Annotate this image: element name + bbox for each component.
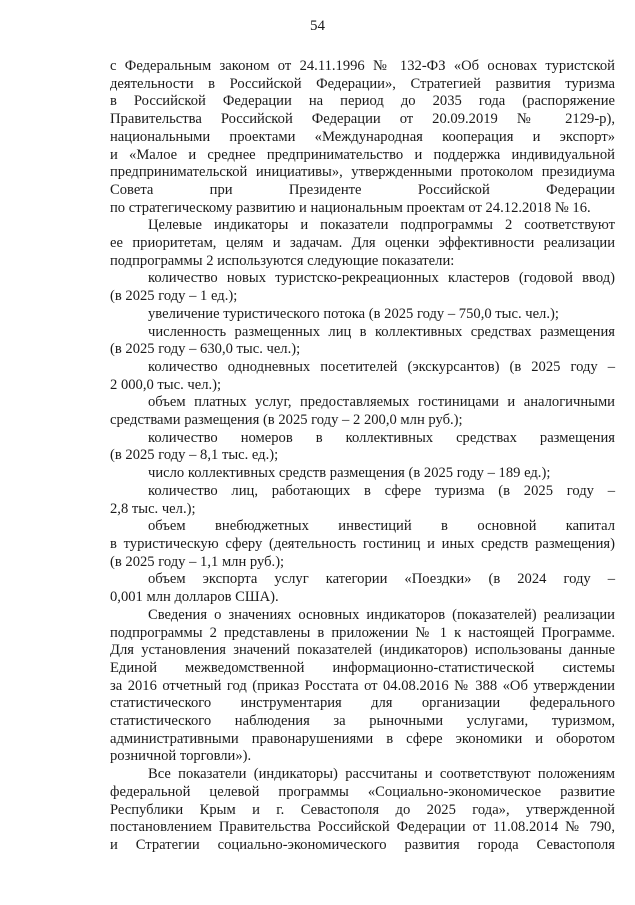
- text-line: Республики Крым и г. Севастополя до 2025 года», утвержденной: [110, 801, 615, 818]
- text-line: объем экспорта услуг категории «Поездки» (в 2024 году –: [148, 571, 615, 588]
- text-line: предпринимательской инициативы», утвержденными протоколом президиума: [110, 164, 615, 181]
- text-line: (в 2025 году – 8,1 тыс. ед.);: [110, 447, 279, 464]
- text-line: и «Малое и среднее предпринимательство и поддержка индивидуальной: [110, 146, 615, 163]
- paragraph: [110, 394, 615, 429]
- text-line: (в 2025 году – 1 ед.);: [110, 288, 238, 305]
- paragraph: [110, 465, 615, 483]
- text-line: 2,8 тыс. чел.);: [110, 500, 196, 517]
- text-line: Совета при Президенте Российской Федерации: [110, 181, 615, 198]
- text-line: за 2016 отчетный год (приказ Росстата от 04.08.2016 № 388 «Об утверждении: [110, 677, 615, 694]
- text-line: постановлением Правительства Российской Федерации от 11.08.2014 № 790,: [110, 819, 615, 836]
- text-line: Правительства Российской Федерации от 20.09.2019 № 2129-р),: [110, 111, 615, 128]
- paragraph: [110, 270, 615, 305]
- body-text: [110, 58, 615, 855]
- text-line: Все показатели (индикаторы) рассчитаны и соответствуют положениям: [148, 766, 615, 783]
- paragraph: [110, 766, 615, 855]
- text-line: розничной торговли»).: [110, 748, 252, 765]
- text-line: подпрограммы 2 представлены в приложении № 1 к настоящей Программе.: [110, 624, 615, 641]
- text-line: Единой межведомственной информационно-статистической системы: [110, 659, 615, 676]
- text-line: количество лиц, работающих в сфере туризма (в 2025 году –: [148, 482, 615, 499]
- paragraph: [110, 359, 615, 394]
- text-line: статистического наблюдения за рыночными услугами, туризмом,: [110, 713, 615, 730]
- text-line: увеличение туристического потока (в 2025 году – 750,0 тыс. чел.);: [148, 305, 559, 322]
- text-line: подпрограммы 2 используются следующие показатели:: [110, 252, 455, 269]
- text-line: объем платных услуг, предоставляемых гостиницами и аналогичными: [148, 394, 615, 411]
- text-line: национальными проектами «Международная кооперация и экспорт»: [110, 128, 615, 145]
- paragraph: [110, 306, 615, 324]
- paragraph: [110, 518, 615, 571]
- text-line: административными правонарушениями в сфере экономики и оборотом: [110, 730, 615, 747]
- page-number: 54: [310, 18, 325, 34]
- text-line: объем внебюджетных инвестиций в основной капитал: [148, 518, 615, 535]
- text-line: (в 2025 году – 1,1 млн руб.);: [110, 553, 285, 570]
- text-line: статистического инструментария для организации федерального: [110, 695, 615, 712]
- text-line: деятельности в Российской Федерации», Стратегией развития туризма: [110, 75, 615, 92]
- text-line: количество новых туристско-рекреационных кластеров (годовой ввод): [148, 270, 615, 287]
- paragraph: [110, 58, 615, 217]
- text-line: 2 000,0 тыс. чел.);: [110, 376, 222, 393]
- text-line: 0,001 млн долларов США).: [110, 589, 279, 606]
- text-line: федеральной целевой программы «Социально-экономическое развитие: [110, 783, 615, 800]
- text-line: Сведения о значениях основных индикаторов (показателей) реализации: [148, 606, 615, 623]
- text-line: Целевые индикаторы и показатели подпрограммы 2 соответствуют: [148, 217, 615, 234]
- paragraph: [110, 571, 615, 606]
- text-line: в Российской Федерации на период до 2035 года (распоряжение: [110, 93, 615, 110]
- text-line: число коллективных средств размещения (в 2025 году – 189 ед.);: [148, 465, 551, 482]
- text-line: количество однодневных посетителей (экскурсантов) (в 2025 году –: [148, 358, 615, 375]
- text-line: по стратегическому развитию и национальным проектам от 24.12.2018 № 16.: [110, 199, 591, 216]
- text-line: и Стратегии социально-экономического развития города Севастополя: [110, 836, 615, 853]
- paragraph: [110, 483, 615, 518]
- text-line: средствами размещения (в 2025 году – 2 200,0 млн руб.);: [110, 412, 463, 429]
- paragraph: [110, 430, 615, 465]
- paragraph: [110, 217, 615, 270]
- text-line: в туристическую сферу (деятельность гостиниц и иных средств размещения): [110, 535, 615, 552]
- paragraph: [110, 324, 615, 359]
- text-line: количество номеров в коллективных средствах размещения: [148, 429, 615, 446]
- text-line: с Федеральным законом от 24.11.1996 № 132-ФЗ «Об основах туристской: [110, 58, 615, 74]
- text-line: численность размещенных лиц в коллективных средствах размещения: [148, 323, 615, 340]
- paragraph: [110, 607, 615, 766]
- text-line: ее приоритетам, целям и задачам. Для оценки эффективности реализации: [110, 235, 615, 252]
- text-line: Для установления значений показателей (индикаторов) использованы данные: [110, 642, 615, 659]
- text-line: (в 2025 году – 630,0 тыс. чел.);: [110, 341, 301, 358]
